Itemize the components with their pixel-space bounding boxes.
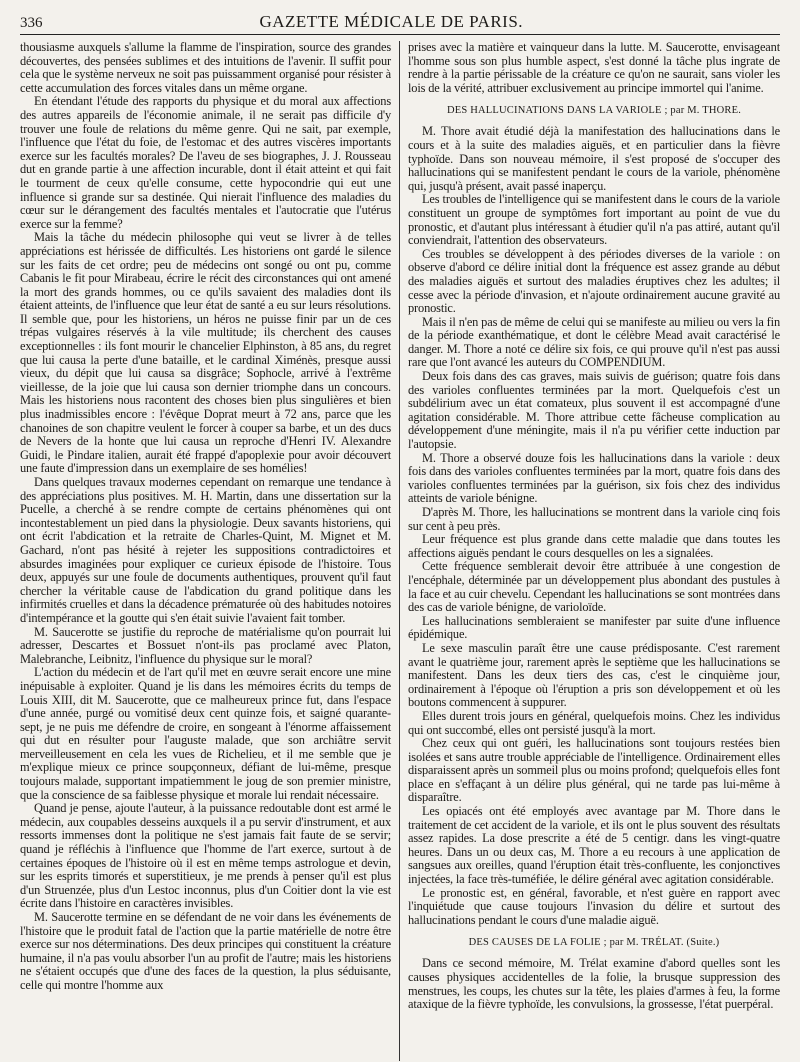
paragraph: Quand je pense, ajoute l'auteur, à la puissance redoutable dont est armé le médecin, aux coupables desseins auxquels il a pu servir d'instrument, et aux ressorts immenses dont la politique ne s'est jamais fait faute de se servir; quand je réfléchis à l'influence que l'homme de l'art exerce, surtout à de certaines époques de l'histoire où il est en même temps astrologue et devin, sur les esprits timorés et superstitieux, je me prends à penser qu'il est plus d'un Struenzée, plus d'un Lestoc inconnus, plus d'un Coitier dont la vie est écrite dans l'histoire en caractères invisibles. [20, 801, 391, 911]
paragraph: Mais il n'en pas de même de celui qui se manifeste au milieu ou vers la fin de la période exanthématique, et dont le célèbre Mead avait caractérisé le danger. M. Thore a noté ce délire six fois, ce qui prouve qu'il n'est pas aussi rare que l'ont avancé les auteurs du COMPENDIUM. [408, 314, 780, 370]
paragraph: Les hallucinations sembleraient se manifester par suite d'une influence épidémique. [408, 613, 780, 642]
paragraph: Dans ce second mémoire, M. Trélat examine d'abord quelles sont les causes physiques accidentelles de la folie, la brusque suppression des menstrues, les coups, les chutes sur la tête, les plaies d'armes à feu, la forme ataxique de la fièvre typhoïde, les convulsions, la grossesse, l'état puerpéral. [408, 956, 780, 1012]
paragraph: M. Saucerotte termine en se défendant de ne voir dans les événements de l'histoire que le produit fatal de l'action que la partie matérielle de notre être exerce sur nos déterminations. Des deux principes qui constituent la créature humaine, il n'a pas voulu absorber l'un au profit de l'autre; mais les historiens ne s'étaient occupés que d'une des faces de la question, la plus séduisante, celle qui montre l'homme aux [20, 910, 391, 992]
paragraph: Le pronostic est, en général, favorable, et n'est guère en rapport avec l'inquiétude que cause toujours l'invasion du délire et surtout des hallucinations pendant le cours d'une maladie aiguë. [408, 885, 780, 927]
paragraph: Chez ceux qui ont guéri, les hallucinations sont toujours restées bien isolées et sans autre trouble appréciable de l'intelligence. Ordinairement elles disparaissent après un sommeil plus ou moins profond; quelquefois elles font place en s'effaçant à un délire plus général, qui ne tarde pas lui-même à disparaître. [408, 736, 780, 805]
paragraph: M. Thore avait étudié déjà la manifestation des hallucinations dans le cours et à la suite des maladies aiguës, et en particulier dans la fièvre typhoïde. Dans son nouveau mémoire, il s'est proposé de s'occuper des hallucinations qui se manifestent pendant le cours de la variole, phénomène qui, jusqu'à présent, avait passé inaperçu. [408, 124, 780, 193]
paragraph: Deux fois dans des cas graves, mais suivis de guérison; quatre fois dans des varioles confluentes terminées par la mort. Quelquefois c'est un subdélirium avec un état comateux, plus souvent il est accompagné d'une agitation considérable. M. Thore attribue cette fâcheuse complication au développement d'une méningite, mais il n'a pu vérifier cette induction par l'autopsie. [408, 369, 780, 452]
text-columns [20, 41, 780, 1061]
paragraph: prises avec la matière et vainqueur dans la lutte. M. Saucerotte, envisageant l'homme sous son plus humble aspect, s'est donné la tâche plus ingrate de rendre à la partie périssable de la créature ce qu'on ne saurait, sans violer les lois de la vérité, attribuer exclusivement au principe immortel qui l'anime. [408, 41, 780, 95]
paragraph: En étendant l'étude des rapports du physique et du moral aux affections des autres appareils de l'économie animale, il ne serait pas difficile d'y trouver une foule de relations du même genre. Qui ne sait, par exemple, l'influence que l'état du foie, de l'estomac et des autres viscères importants exerce sur les facultés morales? De l'aveu de ses biographes, J. J. Rousseau dut en grande partie à une affection incurable, dont il était atteint et qui fait le tourment de ceux qu'elle consume, cette hypocondrie qui eut une influence si grande sur sa destinée. Qui nierait l'influence des maladies du cœur sur le dérangement des facultés mentales et l'autocratie que l'utérus exerce sur la femme? [20, 94, 391, 231]
paragraph: Leur fréquence est plus grande dans cette maladie que dans toutes les affections aiguës pendant le cours desquelles on les a signalées. [408, 532, 780, 560]
paragraph: Le sexe masculin paraît être une cause prédisposante. C'est rarement avant le quatrième jour, rarement après le septième que les hallucinations se manifestent. Dans les deux tiers des cas, c'est le cinquième jour, ordinairement à l'époque où l'éruption a pris son développement et où les boutons commencent à suppurer. [408, 640, 780, 710]
paragraph: Ces troubles se développent à des périodes diverses de la variole : on observe d'abord ce délire initial dont la fréquence est assez grande au début des maladies aiguës et surtout des maladies éruptives chez les adultes; il cesse avec la période d'invasion, et n'ajoute ordinairement aucune gravité au pronostic. [408, 246, 780, 316]
paragraph: Elles durent trois jours en général, quelquefois moins. Chez les individus qui ont succombé, elles ont persisté jusqu'à la mort. [408, 708, 780, 737]
paragraph: D'après M. Thore, les hallucinations se montrent dans la variole cinq fois sur cent à peu près. [408, 505, 780, 533]
section-title-hallucinations: DES HALLUCINATIONS DANS LA VARIOLE ; par M. THORE. [446, 105, 742, 117]
paragraph: Les opiacés ont été employés avec avantage par M. Thore dans le traitement de cet accident de la variole, et ils ont le plus souvent des résultats assez rapides. La dose prescrite a été de 5 centigr. dans les vingt-quatre heures. Dans un ou deux cas, M. Thore a eu recours à une application de sangsues aux oreilles, quand l'éruption était très-confluente, les conjonctives injectées, la face très-tuméfiée, le délire général avec agitation considérable. [408, 804, 780, 887]
paragraph: Mais la tâche du médecin philosophe qui veut se livrer à de telles appréciations est hérissée de difficultés. Les historiens ont gardé le silence sur les faits de cet ordre; peu de médecins ont songé ou ont pu, comme Cabanis le fit pour Mirabeau, écrire le récit des circonstances qui ont amené la mort des grands hommes, ou ce qu'ils savaient des maladies dont ils étaient atteints, de l'influence que leur état de santé a eu sur leurs résolutions. Il semble que, pour les historiens, un héros ne puisse finir par un de ces trépas vulgaires réservés à la vile multitude; ils cherchent des causes exceptionnelles : ils font mourir le chancelier Elphinston, à 85 ans, du regret que lui causa la perte d'une bataille, et le cardinal Ximénès, presque aussi vieux, du dépit que lui causa sa disgrâce; Sophocle, arrivé à l'extrême vieillesse, de la joie que lui causa son dernier triomphe dans un concours. Mais les historiens nous racontent des choses bien plus singulières et bien plus inadmissibles encore : l'évêque Doprat meurt à 72 ans, parce que les chanoines de son chapitre veulent le forcer à couper sa barbe, et un des ducs de Nevers de la honte que lui causa un reproche d'Henri IV. Alexandre Guidi, le Pindare italien, aurait été frappé d'apoplexie pour avoir découvert une faute d'impression dans un exemplaire de ses homélies! [20, 230, 391, 476]
paragraph: thousiasme auxquels s'allume la flamme de l'inspiration, source des grandes découvertes, des pensées sublimes et des intuitions de l'avenir. Il suffit pour cela que le système nerveux ne soit pas puissamment organisé pour résister à cette accumulation des forces vitales dans un même organe. [20, 41, 391, 95]
paragraph: Les troubles de l'intelligence qui se manifestent dans le cours de la variole constituent un groupe de symptômes fort important au point de vue du pronostic, et d'autant plus intéressant à étudier qu'il n'a pas attiré, autant qu'il conviendrait, l'attention des observateurs. [408, 192, 780, 248]
section-title-causes-folie: DES CAUSES DE LA FOLIE ; par M. TRÉLAT. (Suite.) [468, 937, 720, 949]
page-number: 336 [20, 15, 43, 31]
paragraph: M. Saucerotte se justifie du reproche de matérialisme qu'on pourrait lui adresser, Descartes et Bossuet n'ont-ils pas proclamé avec Platon, Malebranche, Leibnitz, l'influence du physique sur le moral? [20, 624, 391, 666]
paragraph: Cette fréquence semblerait devoir être attribuée à une congestion de l'encéphale, déterminée par un développement plus abondant des pustules à la face et au cuir chevelu. Cependant les hallucinations se sont montrées dans des cas de variole bénigne, de varioloïde. [408, 559, 780, 615]
page-header [20, 12, 780, 35]
journal-title: GAZETTE MÉDICALE DE PARIS. [259, 12, 524, 31]
paragraph: L'action du médecin et de l'art qu'il met en œuvre serait encore une mine inépuisable à exploiter. Quand je lis dans les mémoires écrits du temps de Louis XIII, dit M. Saucerotte, que ce malheureux prince fut, dans l'espace d'une année, purgé ou vomitisé deux cent quinze fois, et saigné quarante-sept, je ne puis me défendre de croire, en songeant à l'énorme affaissement qui dut en résulter pour l'auguste malade, que son archiâtre servit merveilleusement en cela les vues de Richelieu, et il me semble que je m'explique mieux ce prince soupçonneux, défiant de lui-même, presque toujours malade, supportant impatiemment le joug de son premier ministre, que la conscience de sa faiblesse physique et morale lui rendait nécessaire. [20, 665, 391, 802]
left-column [20, 41, 400, 1061]
paragraph: M. Thore a observé douze fois les hallucinations dans la variole : deux fois dans des varioles confluentes terminées par la mort, quatre fois dans des varioles confluentes terminées par la guérison, six fois chez des individus atteints de variole bénigne. [408, 450, 780, 506]
paragraph: Dans quelques travaux modernes cependant on remarque une tendance à des appréciations plus positives. M. H. Martin, dans une dissertation sur la Pucelle, a cherché à se rendre compte de certains phénomènes qui ont incontestablement un pied dans la physiologie. Deux savants historiens, qui ont écrit l'abdication et la retraite de Charles-Quint, M. Mignet et M. Gachard, n'ont pas hésité à rejeter les suppositions contradictoires et absurdes imaginées pour expliquer ce curieux épisode de l'histoire. Tous deux, appuyés sur une foule de documents authentiques, prouvent qu'il faut chercher la véritable cause de l'abdication du grand politique dans les infirmités cruelles et dans la décadence prématurée où des habitudes notoires d'intempérance et la goutte qui s'en était suivie l'avaient fait tomber. [20, 475, 391, 625]
right-column [400, 41, 780, 1061]
